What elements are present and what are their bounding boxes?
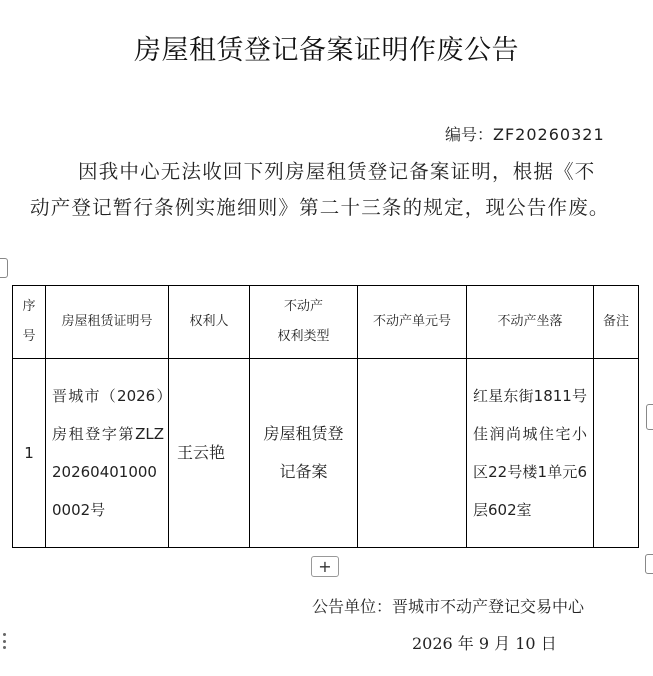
- plus-icon: +: [318, 556, 332, 576]
- announcement-body: 因我中心无法收回下列房屋租赁登记备案证明，根据《不动产登记暂行条例实施细则》第二十三条的规定，现公告作废。: [30, 160, 610, 219]
- issuing-unit-value: 晋城市不动产登记交易中心: [392, 597, 585, 616]
- table-row: [13, 359, 639, 548]
- table-header-row: [13, 286, 639, 359]
- header-right-type-line1: 不动产: [283, 299, 323, 314]
- cell-right-type: 房屋租赁登记备案: [250, 359, 358, 548]
- cell-unit-no: [358, 359, 467, 548]
- header-right-type-line2: 权利类型: [277, 329, 330, 344]
- document-number-label: 编号：: [445, 125, 494, 144]
- add-row-button[interactable]: [311, 556, 339, 577]
- cell-seq: 1: [13, 359, 46, 548]
- void-certificate-table: [12, 285, 639, 548]
- column-resize-handle[interactable]: [646, 404, 653, 430]
- header-owner: 权利人: [169, 286, 250, 359]
- cell-remark: [594, 359, 639, 548]
- document-number-value: ZF20260321: [493, 125, 605, 144]
- header-seq: 序号: [13, 286, 46, 359]
- header-unit-no: 不动产单元号: [358, 286, 467, 359]
- document-number: [445, 122, 605, 145]
- header-location: 不动产坐落: [467, 286, 594, 359]
- drag-handle-icon[interactable]: [2, 633, 6, 649]
- header-remark: 备注: [594, 286, 639, 359]
- table-select-handle[interactable]: [0, 258, 8, 278]
- header-right-type: [250, 286, 358, 359]
- header-cert-no: 房屋租赁证明号: [46, 286, 169, 359]
- cell-owner: 王云艳: [169, 359, 250, 548]
- announcement-date: 2026 年 9 月 10 日: [412, 634, 557, 653]
- cell-cert-no: 晋城市（2026）房租登字第ZLZ202604010000002号: [46, 359, 169, 548]
- cell-location: 红星东街1811号佳润尚城住宅小区22号楼1单元6层602室: [467, 359, 594, 548]
- issuing-unit: [312, 594, 584, 617]
- row-resize-handle[interactable]: [645, 554, 653, 574]
- issuing-unit-label: 公告单位：: [312, 597, 393, 616]
- announcement-title: 房屋租赁登记备案证明作废公告: [134, 35, 519, 66]
